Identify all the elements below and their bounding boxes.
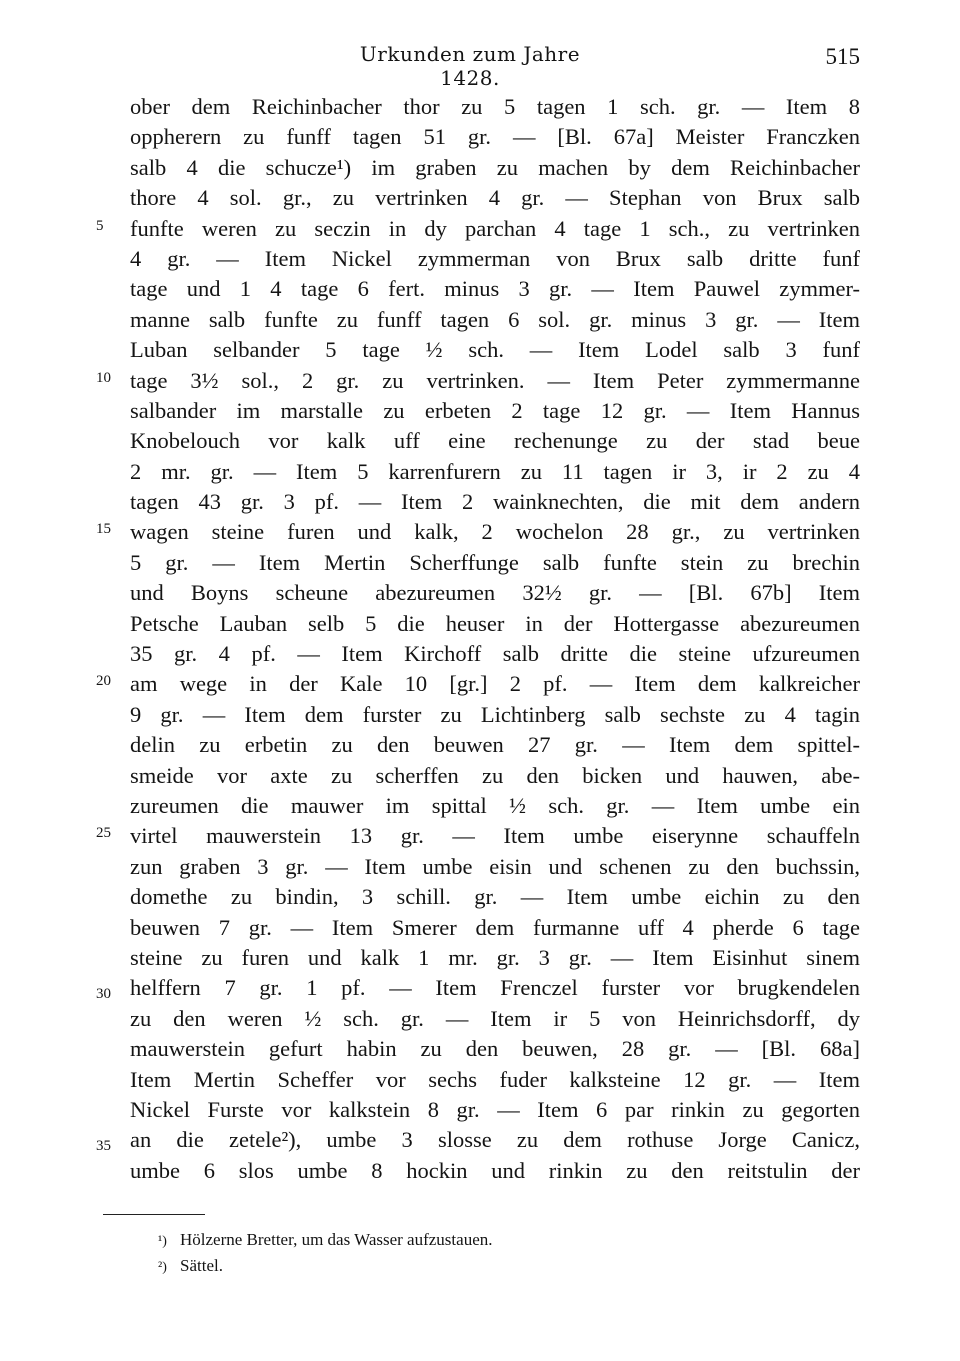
line-number: 30: [96, 986, 111, 1003]
line-text: tage und 1 4 tage 6 fert. minus 3 gr. — Item Pauwel zymmer-: [130, 276, 860, 302]
text-line: [0, 609, 960, 639]
line-number: 20: [96, 673, 111, 690]
text-line: [0, 791, 960, 821]
text-line: [0, 1156, 960, 1186]
line-text: salb 4 die schucze¹) im graben zu machen by dem Reichinbacher: [130, 154, 860, 180]
text-line: [0, 457, 960, 487]
line-number: 10: [96, 369, 111, 386]
text-line: [0, 122, 960, 152]
text-line: [0, 1004, 960, 1034]
line-text: Nickel Furste vor kalkstein 8 gr. — Item 6 par rinkin zu gegorten: [130, 1096, 860, 1122]
line-text: 35 gr. 4 pf. — Item Kirchoff salb dritte die steine ufzureumen: [130, 641, 860, 667]
text-line: [0, 548, 960, 578]
line-number: 5: [96, 217, 104, 234]
line-text: helffern 7 gr. 1 pf. — Item Frenczel furster vor brugkendelen: [130, 975, 860, 1001]
text-line: [0, 882, 960, 912]
text-line: [0, 92, 960, 122]
line-text: salbander im marstalle zu erbeten 2 tage 12 gr. — Item Hannus: [130, 397, 860, 423]
line-number: 35: [96, 1138, 111, 1155]
line-text: oppherern zu funff tagen 51 gr. — [Bl. 67a] Meister Franczken: [130, 124, 860, 150]
text-line: [0, 1065, 960, 1095]
line-text: Luban selbander 5 tage ½ sch. — Item Lodel salb 3 funf: [130, 337, 860, 363]
text-line: [0, 639, 960, 669]
line-text: steine zu furen und kalk 1 mr. gr. 3 gr. — Item Eisinhut sinem: [130, 944, 860, 970]
text-line: [0, 913, 960, 943]
text-line: [0, 153, 960, 183]
line-text: umbe 6 slos umbe 8 hockin und rinkin zu den reitstulin der: [130, 1157, 860, 1183]
line-text: beuwen 7 gr. — Item Smerer dem furmanne uff 4 pherde 6 tage: [130, 914, 860, 940]
footnote: [158, 1228, 758, 1254]
line-text: an die zetele²), umbe 3 slosse zu dem rothuse Jorge Canicz,: [130, 1127, 860, 1153]
line-text: zureumen die mauwer im spittal ½ sch. gr. — Item umbe ein: [130, 792, 860, 818]
page-number: 515: [825, 44, 860, 69]
line-text: zun graben 3 gr. — Item umbe eisin und schenen zu den buchssin,: [130, 853, 860, 879]
footnote-text: Hölzerne Bretter, um das Wasser aufzustauen.: [180, 1230, 493, 1249]
line-text: Knobelouch vor kalk uff eine rechenunge zu der stad beue: [130, 428, 860, 454]
text-line: [0, 214, 960, 244]
footnotes: [158, 1228, 758, 1280]
line-text: tage 3½ sol., 2 gr. zu vertrinken. — Item Peter zymmermanne: [130, 367, 860, 393]
line-text: smeide vor axte zu scherffen zu den bicken und hauwen, abe-: [130, 762, 860, 788]
text-line: [0, 761, 960, 791]
line-number: 25: [96, 825, 111, 842]
text-line: [0, 274, 960, 304]
line-text: thore 4 sol. gr., zu vertrinken 4 gr. — Stephan von Brux salb: [130, 185, 860, 211]
line-text: 9 gr. — Item dem furster zu Lichtinberg salb sechste zu 4 tagin: [130, 701, 860, 727]
body-text: [0, 92, 960, 1186]
footnote-text: Sättel.: [180, 1256, 223, 1275]
footnote: [158, 1254, 758, 1280]
line-text: tagen 43 gr. 3 pf. — Item 2 wainknechten, die mit dem andern: [130, 489, 860, 515]
line-text: domethe zu bindin, 3 schill. gr. — Item umbe eichin zu den: [130, 884, 860, 910]
line-text: 5 gr. — Item Mertin Scherffunge salb funfte stein zu brechin: [130, 549, 860, 575]
text-line: [0, 183, 960, 213]
footnote-mark: ¹): [158, 1234, 167, 1249]
line-text: am wege in der Kale 10 [gr.] 2 pf. — Item dem kalkreicher: [130, 671, 860, 697]
line-text: virtel mauwerstein 13 gr. — Item umbe eiserynne schauffeln: [130, 823, 860, 849]
line-text: 4 gr. — Item Nickel zymmerman von Brux salb dritte funf: [130, 245, 860, 271]
line-text: wagen steine furen und kalk, 2 wochelon 28 gr., zu vertrinken: [130, 519, 860, 545]
text-line: [0, 517, 960, 547]
line-number: 15: [96, 521, 111, 538]
footnote-mark: ²): [158, 1260, 167, 1275]
text-line: [0, 973, 960, 1003]
line-text: funfte weren zu seczin in dy parchan 4 tage 1 sch., zu vertrinken: [130, 215, 860, 241]
text-line: [0, 335, 960, 365]
line-text: ober dem Reichinbacher thor zu 5 tagen 1 sch. gr. — Item 8: [130, 94, 860, 119]
text-line: [0, 244, 960, 274]
line-text: manne salb funfte zu funff tagen 6 sol. gr. minus 3 gr. — Item: [130, 306, 860, 332]
text-line: [0, 700, 960, 730]
line-text: zu den weren ½ sch. gr. — Item ir 5 von Heinrichsdorff, dy: [130, 1005, 860, 1031]
line-text: und Boyns scheune abezureumen 32½ gr. — [Bl. 67b] Item: [130, 580, 860, 606]
text-line: [0, 487, 960, 517]
text-line: [0, 578, 960, 608]
line-text: delin zu erbetin zu den beuwen 27 gr. — Item dem spittel-: [130, 732, 860, 758]
line-text: 2 mr. gr. — Item 5 karrenfurern zu 11 tagen ir 3, ir 2 zu 4: [130, 458, 860, 484]
text-line: [0, 1034, 960, 1064]
line-text: mauwerstein gefurt habin zu den beuwen, 28 gr. — [Bl. 68a]: [130, 1036, 860, 1062]
text-line: [0, 396, 960, 426]
text-line: [0, 366, 960, 396]
text-line: [0, 852, 960, 882]
footnote-rule: [103, 1214, 205, 1215]
text-line: [0, 821, 960, 851]
text-line: [0, 305, 960, 335]
text-line: [0, 426, 960, 456]
text-line: [0, 943, 960, 973]
line-text: Item Mertin Scheffer vor sechs fuder kalksteine 12 gr. — Item: [130, 1066, 860, 1092]
line-text: Petsche Lauban selb 5 die heuser in der Hottergasse abezureumen: [130, 610, 860, 636]
text-line: [0, 1125, 960, 1155]
text-line: [0, 730, 960, 760]
text-line: [0, 1095, 960, 1125]
text-line: [0, 669, 960, 699]
running-title: Urkunden zum Jahre 1428.: [359, 42, 581, 90]
